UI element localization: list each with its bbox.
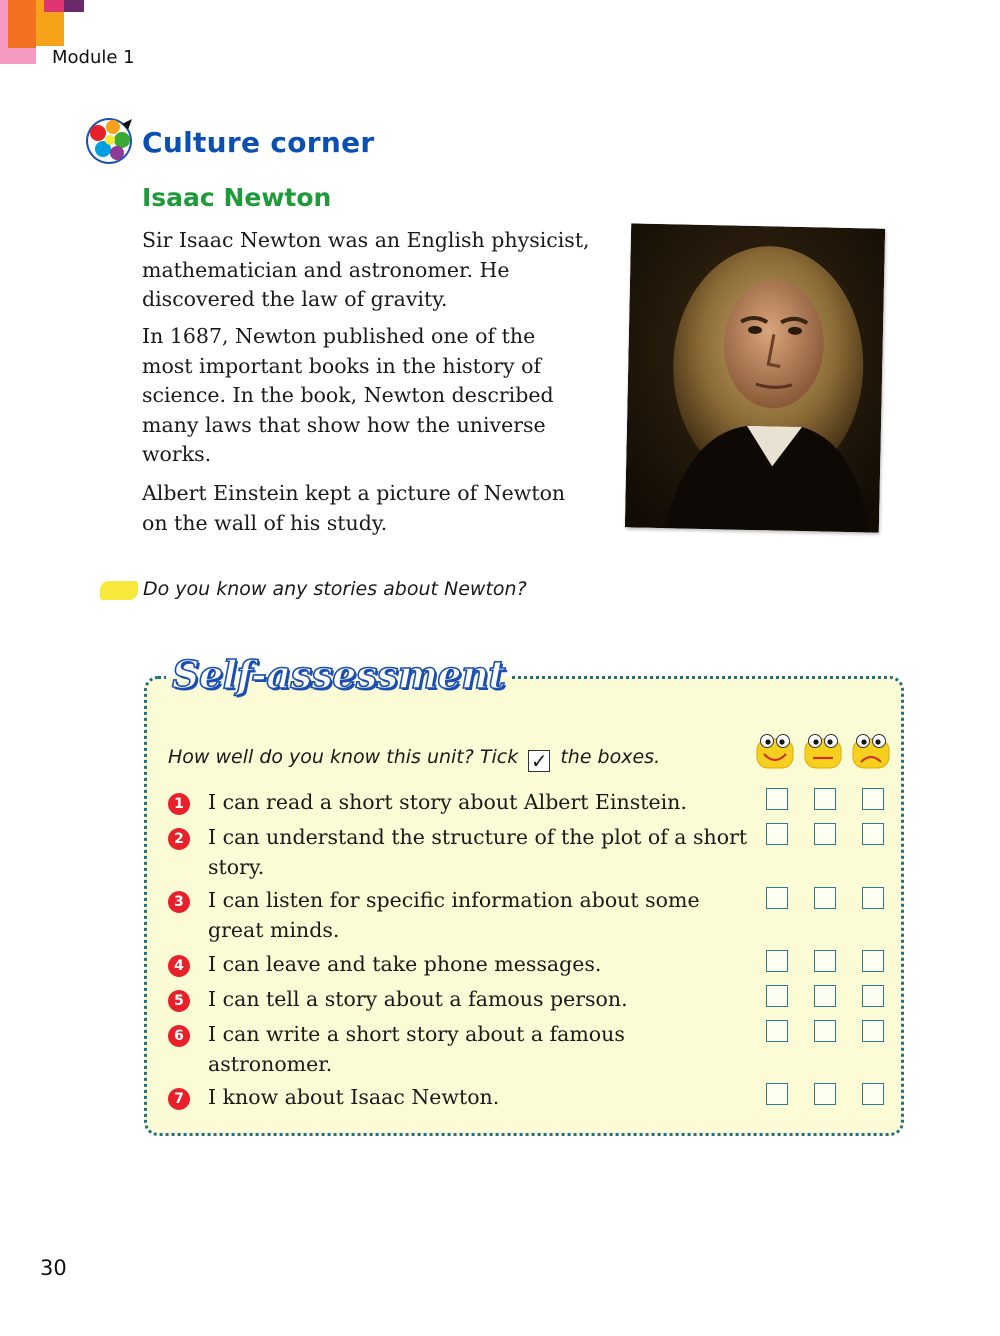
item-number-badge: 3	[168, 891, 190, 913]
instruction-text-after: the boxes.	[560, 746, 661, 768]
paragraph-3: Albert Einstein kept a picture of Newton on the wall of his study.	[142, 481, 566, 535]
item-number-badge: 4	[168, 955, 190, 977]
section-title: Culture corner	[142, 126, 375, 159]
checkbox-item1-sad[interactable]	[862, 788, 884, 810]
checkbox-item3-happy[interactable]	[766, 887, 788, 909]
self-assessment-instruction	[168, 746, 660, 772]
item-number-badge: 7	[168, 1088, 190, 1110]
checkbox-item1-neutral[interactable]	[814, 788, 836, 810]
neutral-face-icon	[804, 732, 842, 770]
item-number-badge: 2	[168, 828, 190, 850]
module-label: Module 1	[52, 47, 135, 68]
checkbox-item5-sad[interactable]	[862, 985, 884, 1007]
checkbox-item3-sad[interactable]	[862, 887, 884, 909]
checkbox-item5-happy[interactable]	[766, 985, 788, 1007]
checkbox-item5-neutral[interactable]	[814, 985, 836, 1007]
instruction-text-before: How well do you know this unit? Tick	[168, 746, 519, 768]
sad-face-icon	[852, 732, 890, 770]
checkbox-item7-sad[interactable]	[862, 1083, 884, 1105]
culture-globe-icon	[84, 116, 136, 166]
question-text: Do you know any stories about Newton?	[143, 578, 527, 600]
newton-portrait-image	[625, 223, 885, 532]
self-assessment-title: Self-assessment	[166, 652, 511, 697]
item-text: I can understand the structure of the plot of a short story.	[208, 825, 748, 879]
checkbox-item2-neutral[interactable]	[814, 823, 836, 845]
paragraph-1: Sir Isaac Newton was an English physicist, mathematician and astronomer. He discovered the law of gravity.	[142, 228, 590, 311]
checkbox-item6-happy[interactable]	[766, 1020, 788, 1042]
highlight-marker-icon	[100, 581, 138, 600]
checkbox-item4-sad[interactable]	[862, 950, 884, 972]
item-text: I can leave and take phone messages.	[208, 952, 602, 976]
item-text: I know about Isaac Newton.	[208, 1085, 500, 1109]
item-text: I can write a short story about a famous astronomer.	[208, 1022, 625, 1076]
tick-sample-icon: ✓	[528, 750, 550, 772]
happy-face-icon	[756, 732, 794, 770]
checkbox-item2-happy[interactable]	[766, 823, 788, 845]
page-number: 30	[40, 1256, 67, 1280]
checkbox-item7-happy[interactable]	[766, 1083, 788, 1105]
item-text: I can listen for specific information about some great minds.	[208, 888, 700, 942]
paragraph-2: In 1687, Newton published one of the most important books in the history of science. In the book, Newton described many laws that show how the universe works.	[142, 324, 554, 466]
checkbox-item4-happy[interactable]	[766, 950, 788, 972]
item-number-badge: 6	[168, 1025, 190, 1047]
article-title: Isaac Newton	[142, 183, 332, 212]
checkbox-item6-sad[interactable]	[862, 1020, 884, 1042]
item-number-badge: 5	[168, 990, 190, 1012]
checkbox-item2-sad[interactable]	[862, 823, 884, 845]
checkbox-item4-neutral[interactable]	[814, 950, 836, 972]
checkbox-item6-neutral[interactable]	[814, 1020, 836, 1042]
checkbox-item3-neutral[interactable]	[814, 887, 836, 909]
item-text: I can read a short story about Albert Einstein.	[208, 790, 687, 814]
item-text: I can tell a story about a famous person.	[208, 987, 628, 1011]
item-number-badge: 1	[168, 793, 190, 815]
checkbox-item1-happy[interactable]	[766, 788, 788, 810]
checkbox-item7-neutral[interactable]	[814, 1083, 836, 1105]
